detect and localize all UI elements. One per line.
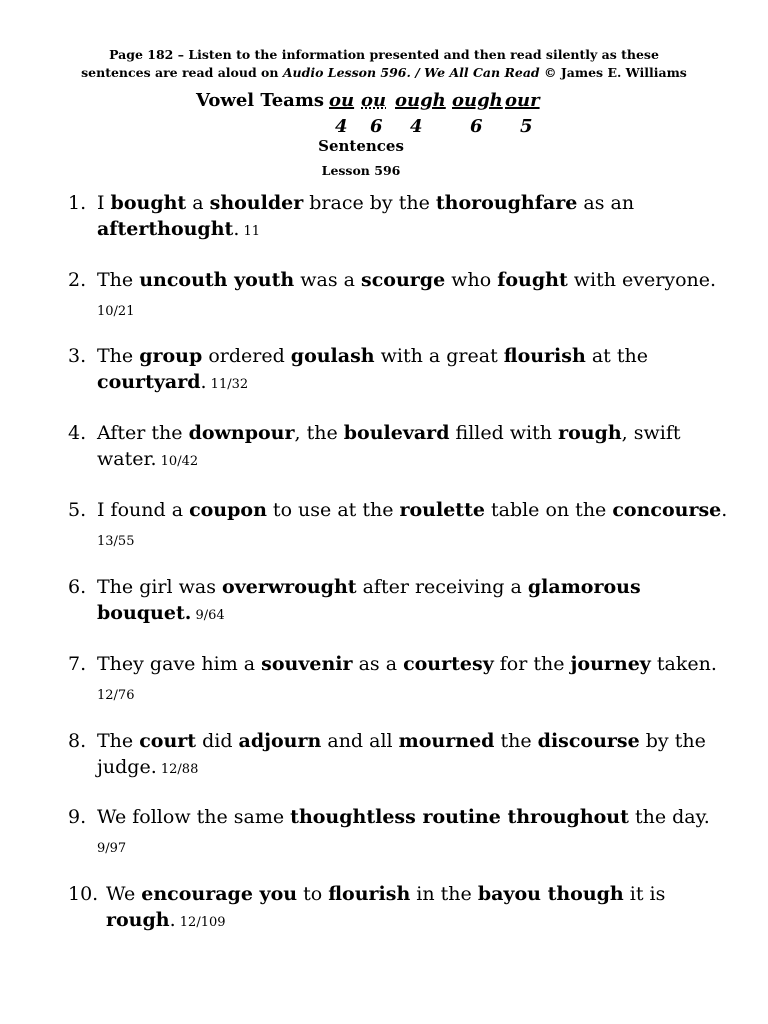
vowel-team-word: journey xyxy=(570,653,651,675)
team-number: 6 xyxy=(370,116,383,137)
vowel-team-word: boulevard xyxy=(343,422,450,444)
vowel-team-word: bayou though xyxy=(477,883,624,905)
vowel-team-word: concourse xyxy=(612,499,722,521)
word-count: 11 xyxy=(239,224,261,239)
vowel-team-word: mourned xyxy=(398,730,495,752)
sentence-item xyxy=(68,190,728,245)
sentence-fragment: and all xyxy=(321,730,399,752)
sentence-number: 1. xyxy=(68,192,87,214)
team-pattern: our xyxy=(505,90,540,111)
sentence-item xyxy=(68,267,728,325)
sentence-fragment: I found a xyxy=(97,499,190,521)
sentence-fragment: We follow the same xyxy=(97,806,291,828)
vowel-team-word: downpour xyxy=(188,422,295,444)
team-number: 5 xyxy=(520,116,533,137)
sentence-fragment: brace by the xyxy=(303,192,436,214)
sentence-text xyxy=(68,728,728,783)
word-count: 11/32 xyxy=(206,377,249,392)
vowel-team-word: discourse xyxy=(537,730,640,752)
sentence-fragment: after receiving a xyxy=(356,576,528,598)
vowel-team-word: court xyxy=(139,730,197,752)
sentence-item xyxy=(68,804,728,862)
vowel-team-word: bought xyxy=(110,192,187,214)
sentence-number: 10. xyxy=(68,883,99,905)
word-count: 9/64 xyxy=(191,608,225,623)
vowel-team-word: afterthought xyxy=(97,218,234,240)
vowel-team-word: thoughtless routine throughout xyxy=(290,806,629,828)
vowel-team-word: rough xyxy=(558,422,622,444)
sentence-fragment: by the judge. xyxy=(97,730,706,778)
sentence-fragment: taken. xyxy=(650,653,717,675)
team-number: 4 xyxy=(335,116,348,137)
vowel-team-word: roulette xyxy=(399,499,485,521)
sentence-number: 5. xyxy=(68,499,87,521)
vowel-team-word: flourish xyxy=(328,883,411,905)
sentence-number: 8. xyxy=(68,730,87,752)
sentence-fragment: ordered xyxy=(202,345,291,367)
sentence-fragment: We xyxy=(106,883,142,905)
sentence-text xyxy=(68,574,728,629)
sentence-fragment: After the xyxy=(97,422,189,444)
sentence-fragment: The xyxy=(97,730,140,752)
vowel-team-word: courtyard xyxy=(97,371,201,393)
vowel-team-word: uncouth youth xyxy=(139,269,295,291)
sentence-fragment: . xyxy=(721,499,728,521)
sentence-fragment: was a xyxy=(294,269,362,291)
sentences-subtitle: Sentences xyxy=(318,137,404,155)
word-count: 12/109 xyxy=(175,915,226,930)
sentence-text xyxy=(68,420,728,475)
word-count: 9/97 xyxy=(97,841,127,856)
sentence-number: 9. xyxy=(68,806,87,828)
sentence-text xyxy=(68,651,728,709)
sentence-item xyxy=(68,881,728,936)
sentence-number: 6. xyxy=(68,576,87,598)
vowel-team-word: glamorous bouquet. xyxy=(97,576,641,624)
sentence-fragment: , the xyxy=(294,422,344,444)
sentence-fragment: who xyxy=(445,269,498,291)
sentence-item xyxy=(68,497,728,555)
sentence-item xyxy=(68,574,728,629)
word-count: 10/42 xyxy=(156,454,199,469)
word-count: 12/88 xyxy=(156,762,199,777)
vowel-teams-title: Vowel Teams xyxy=(196,90,324,111)
sentence-fragment: a xyxy=(186,192,210,214)
sentence-fragment: . xyxy=(200,371,207,393)
sentence-fragment: The xyxy=(97,345,140,367)
sentence-fragment: for the xyxy=(493,653,571,675)
team-pattern: ou xyxy=(329,90,355,111)
sentence-text xyxy=(68,881,728,936)
header-line-1: Page 182 – Listen to the information presented and then read silently as these xyxy=(109,47,659,62)
sentence-item xyxy=(68,728,728,783)
vowel-team-word: coupon xyxy=(189,499,267,521)
sentence-fragment: to xyxy=(297,883,329,905)
word-count: 12/76 xyxy=(97,688,135,703)
sentence-item xyxy=(68,343,728,398)
sentence-fragment: . xyxy=(233,218,240,240)
header-line-2 xyxy=(0,64,768,82)
sentence-fragment: the day. xyxy=(628,806,710,828)
sentence-number: 3. xyxy=(68,345,87,367)
sentence-text xyxy=(68,804,728,862)
team-pattern: ough xyxy=(452,90,503,111)
vowel-team-word: scourge xyxy=(361,269,446,291)
copyright: © James E. Williams xyxy=(539,65,687,80)
vowel-team-word: rough xyxy=(106,909,170,931)
vowel-team-word: encourage you xyxy=(141,883,298,905)
sentence-number: 4. xyxy=(68,422,87,444)
vowel-team-word: flourish xyxy=(503,345,586,367)
sentence-fragment: to use at the xyxy=(266,499,400,521)
sentence-item xyxy=(68,651,728,709)
word-count: 13/55 xyxy=(97,534,135,549)
sentence-item xyxy=(68,420,728,475)
team-number: 6 xyxy=(470,116,483,137)
sentence-fragment: with everyone. xyxy=(567,269,717,291)
vowel-team-word: fought xyxy=(497,269,568,291)
lesson-number: Lesson 596 xyxy=(321,163,401,178)
team-pattern: ough xyxy=(395,90,446,111)
sentence-text xyxy=(68,343,728,398)
vowel-team-word: group xyxy=(139,345,203,367)
sentence-fragment: did xyxy=(196,730,239,752)
sentence-number: 7. xyxy=(68,653,87,675)
sentence-text xyxy=(68,267,728,325)
sentence-fragment: , swift water. xyxy=(97,422,681,470)
vowel-team-word: courtesy xyxy=(403,653,494,675)
sentence-fragment: in the xyxy=(410,883,478,905)
vowel-team-word: adjourn xyxy=(238,730,322,752)
vowel-team-word: shoulder xyxy=(209,192,304,214)
sentence-fragment: The xyxy=(97,269,140,291)
sentence-fragment: The girl was xyxy=(97,576,223,598)
sentence-text xyxy=(68,497,728,555)
sentence-fragment: table on the xyxy=(484,499,613,521)
sentence-fragment: filled with xyxy=(449,422,559,444)
vowel-team-word: goulash xyxy=(290,345,375,367)
audio-lesson-title: Audio Lesson 596. / We All Can Read xyxy=(282,65,540,80)
page-header xyxy=(0,46,768,82)
sentence-number: 2. xyxy=(68,269,87,291)
sentence-fragment: as an xyxy=(577,192,635,214)
vowel-team-word: overwrought xyxy=(222,576,357,598)
team-number: 4 xyxy=(410,116,423,137)
vowel-team-word: souvenir xyxy=(261,653,353,675)
sentence-fragment: it is xyxy=(623,883,666,905)
sentence-fragment: as a xyxy=(352,653,404,675)
team-pattern: ou xyxy=(361,90,387,111)
sentence-fragment: the xyxy=(494,730,538,752)
sentence-fragment: with a great xyxy=(374,345,504,367)
sentence-text xyxy=(68,190,728,245)
sentence-fragment: I xyxy=(97,192,111,214)
header-line-2-prefix: sentences are read aloud on xyxy=(81,65,283,80)
sentence-fragment: They gave him a xyxy=(97,653,262,675)
sentence-fragment: at the xyxy=(585,345,648,367)
vowel-team-word: thoroughfare xyxy=(435,192,578,214)
word-count: 10/21 xyxy=(97,304,135,319)
sentence-fragment: . xyxy=(169,909,176,931)
